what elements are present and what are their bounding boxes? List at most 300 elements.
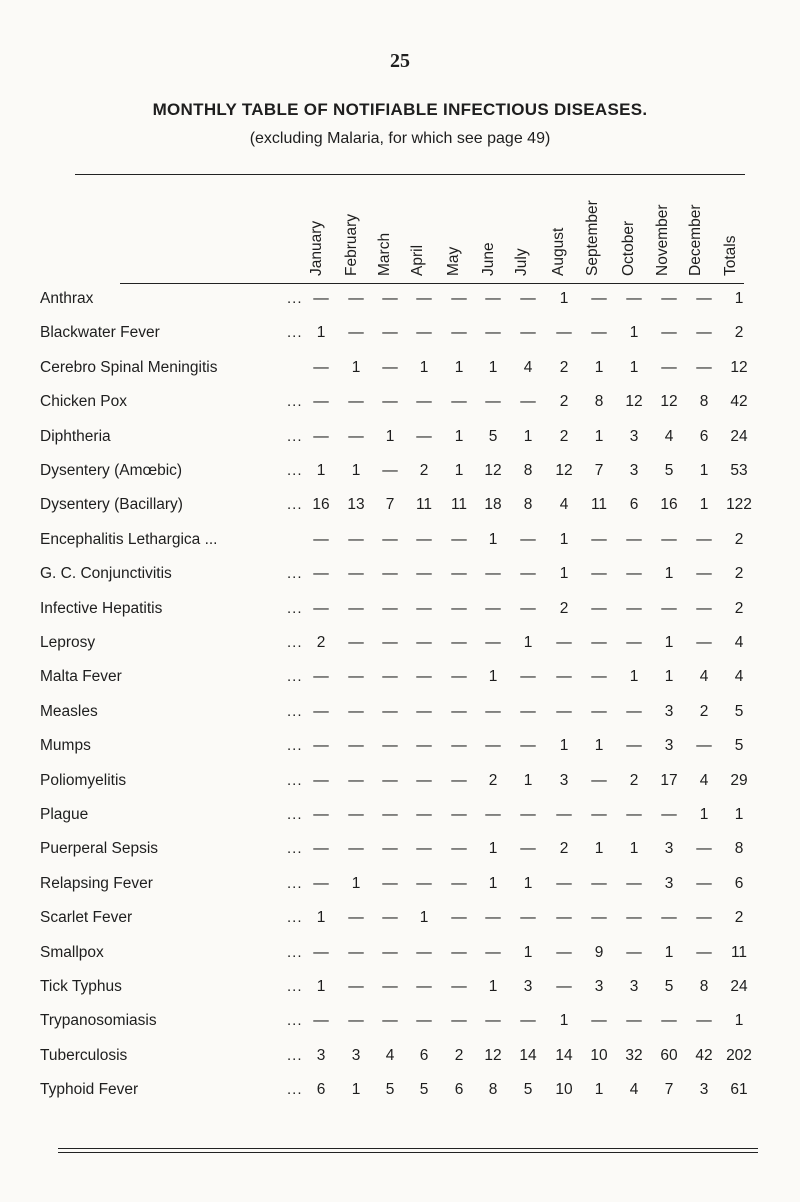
month-cell: — — [556, 943, 572, 961]
month-cell: — — [348, 427, 364, 445]
month-cell: 5 — [419, 1081, 429, 1099]
month-cell: — — [520, 806, 536, 823]
month-cell: 12 — [484, 1046, 502, 1064]
month-cell: — — [416, 702, 432, 720]
table-row — [0, 600, 800, 630]
month-cell: — — [313, 874, 329, 892]
disease-name: G. C. Conjunctivitis — [40, 565, 172, 583]
month-cell: — — [626, 806, 642, 823]
month-cell: 10 — [555, 1081, 573, 1099]
month-cell: — — [696, 737, 712, 755]
month-cell: — — [626, 702, 642, 720]
month-cell: — — [348, 634, 364, 651]
month-cell: — — [348, 324, 364, 342]
dot-leader: ... — [287, 943, 303, 961]
month-cell: 1 — [594, 737, 604, 755]
month-cell: 3 — [629, 462, 639, 479]
dot-leader: ... — [287, 978, 303, 995]
total-cell: 5 — [734, 737, 744, 755]
month-cell: — — [520, 668, 536, 686]
month-cell: — — [591, 668, 607, 686]
month-cell: — — [520, 599, 536, 617]
total-cell: 1 — [734, 806, 744, 823]
month-cell: — — [520, 290, 536, 307]
month-cell: — — [626, 943, 642, 961]
column-header-label: November — [654, 204, 671, 276]
month-cell: — — [591, 530, 607, 548]
month-cell: — — [556, 702, 572, 720]
total-cell: 53 — [730, 462, 748, 479]
month-cell: 2 — [316, 634, 326, 651]
month-cell: — — [520, 393, 536, 411]
month-cell: — — [382, 530, 398, 548]
month-cell: — — [313, 290, 329, 307]
month-cell: 1 — [664, 634, 674, 651]
disease-name: Trypanosomiasis — [40, 1012, 157, 1030]
month-cell: 1 — [594, 358, 604, 376]
month-cell: — — [313, 668, 329, 686]
dot-leader: ... — [287, 634, 303, 651]
month-cell: 2 — [559, 393, 569, 411]
dot-leader: ... — [287, 874, 303, 892]
month-cell: — — [382, 462, 398, 479]
month-cell: — — [661, 909, 677, 927]
month-cell: — — [451, 874, 467, 892]
disease-name: Cerebro Spinal Meningitis — [40, 358, 218, 376]
month-cell: 1 — [559, 1012, 569, 1030]
month-cell: 1 — [523, 943, 533, 961]
month-cell: 7 — [664, 1081, 674, 1099]
table-row — [0, 668, 800, 698]
month-cell: — — [313, 943, 329, 961]
month-cell: — — [382, 874, 398, 892]
month-cell: 11 — [590, 496, 608, 514]
month-cell: 1 — [488, 874, 498, 892]
month-cell: — — [485, 909, 501, 927]
disease-name: Anthrax — [40, 290, 94, 307]
month-cell: — — [520, 702, 536, 720]
month-cell: — — [382, 358, 398, 376]
total-cell: 4 — [734, 634, 744, 651]
month-cell: 3 — [664, 840, 674, 858]
month-cell: — — [348, 1012, 364, 1030]
month-cell: 8 — [594, 393, 604, 411]
month-cell: 8 — [523, 496, 533, 514]
table-row — [0, 324, 800, 354]
disease-name: Dysentery (Bacillary) — [40, 496, 183, 514]
month-cell: — — [451, 290, 467, 307]
month-cell: 1 — [454, 427, 464, 445]
dot-leader: ... — [287, 599, 303, 617]
month-cell: 1 — [594, 427, 604, 445]
dot-leader: ... — [287, 1046, 303, 1064]
month-cell: — — [382, 840, 398, 858]
month-cell: — — [661, 599, 677, 617]
month-cell: — — [626, 290, 642, 307]
dot-leader: ... — [287, 806, 303, 823]
month-cell: — — [661, 324, 677, 342]
month-cell: — — [485, 806, 501, 823]
total-cell: 202 — [726, 1046, 752, 1064]
month-cell: 8 — [699, 978, 709, 995]
column-header-label: October — [620, 220, 637, 276]
month-cell: — — [591, 1012, 607, 1030]
dot-leader: ... — [287, 909, 303, 927]
total-cell: 1 — [734, 290, 744, 307]
month-cell: 3 — [316, 1046, 326, 1064]
disease-name: Dysentery (Amœbic) — [40, 462, 183, 479]
month-cell: 3 — [351, 1046, 361, 1064]
month-cell: 12 — [484, 462, 502, 479]
total-cell: 1 — [734, 1012, 744, 1030]
month-cell: — — [348, 668, 364, 686]
month-cell: 3 — [523, 978, 533, 995]
month-cell: — — [348, 599, 364, 617]
month-cell: — — [382, 737, 398, 755]
month-cell: — — [591, 634, 607, 651]
month-cell: — — [416, 634, 432, 651]
column-header-label: Totals — [722, 235, 739, 276]
disease-name: Scarlet Fever — [40, 909, 133, 927]
dot-leader: ... — [287, 427, 303, 445]
month-cell: — — [626, 1012, 642, 1030]
month-cell: — — [416, 565, 432, 583]
month-cell: — — [591, 324, 607, 342]
month-cell: 1 — [559, 565, 569, 583]
month-cell: — — [696, 943, 712, 961]
month-cell: 4 — [699, 771, 709, 789]
month-cell: 4 — [699, 668, 709, 686]
month-cell: 42 — [695, 1046, 713, 1064]
month-cell: — — [520, 565, 536, 583]
month-cell: — — [348, 806, 364, 823]
month-cell: — — [451, 634, 467, 651]
month-cell: 6 — [454, 1081, 464, 1099]
page-subtitle: (excluding Malaria, for which see page 49) — [249, 130, 551, 147]
month-cell: — — [696, 874, 712, 892]
column-header-label: April — [409, 244, 426, 276]
month-cell: 2 — [559, 599, 569, 617]
month-cell: — — [696, 599, 712, 617]
table-row — [0, 1047, 800, 1077]
month-cell: — — [485, 324, 501, 342]
dot-leader: ... — [287, 737, 303, 755]
column-header-label: December — [687, 204, 704, 276]
month-cell: 1 — [316, 462, 326, 479]
disease-name: Diphtheria — [40, 427, 111, 445]
month-cell: 5 — [664, 462, 674, 479]
total-cell: 12 — [730, 358, 748, 376]
month-cell: 32 — [625, 1046, 643, 1064]
month-cell: — — [348, 840, 364, 858]
month-cell: — — [416, 806, 432, 823]
month-cell: — — [313, 393, 329, 411]
dot-leader: ... — [287, 771, 303, 789]
month-cell: 10 — [590, 1046, 608, 1064]
month-cell: 1 — [488, 840, 498, 858]
month-cell: 3 — [664, 737, 674, 755]
total-cell: 2 — [734, 909, 744, 927]
month-cell: — — [485, 393, 501, 411]
month-cell: — — [416, 771, 432, 789]
disease-name: Mumps — [40, 737, 91, 755]
month-cell: — — [591, 806, 607, 823]
month-cell: — — [416, 943, 432, 961]
month-cell: — — [661, 358, 677, 376]
disease-name: Smallpox — [40, 943, 104, 961]
table-row — [0, 875, 800, 905]
column-header-label: June — [480, 242, 497, 276]
month-cell: 17 — [660, 771, 678, 789]
month-cell: — — [696, 530, 712, 548]
disease-name: Leprosy — [40, 634, 96, 651]
month-cell: — — [382, 771, 398, 789]
month-cell: 1 — [664, 565, 674, 583]
month-cell: — — [485, 702, 501, 720]
month-cell: 2 — [454, 1046, 464, 1064]
month-cell: — — [451, 324, 467, 342]
month-cell: 1 — [488, 530, 498, 548]
month-cell: 18 — [484, 496, 502, 514]
month-cell: 8 — [699, 393, 709, 411]
table-row — [0, 428, 800, 458]
month-cell: — — [451, 393, 467, 411]
month-cell: — — [416, 668, 432, 686]
total-cell: 4 — [734, 668, 744, 686]
month-cell: 12 — [660, 393, 678, 411]
disease-name: Encephalitis Lethargica ... — [40, 530, 218, 548]
total-cell: 2 — [734, 599, 744, 617]
table-row — [0, 531, 800, 561]
month-cell: 6 — [316, 1081, 326, 1099]
total-cell: 24 — [730, 427, 748, 445]
month-cell: — — [451, 1012, 467, 1030]
total-cell: 2 — [734, 565, 744, 583]
column-header-label: August — [550, 227, 567, 276]
total-cell: 24 — [730, 978, 748, 995]
month-cell: — — [313, 737, 329, 755]
month-cell: 1 — [699, 806, 709, 823]
month-cell: 1 — [629, 358, 639, 376]
table-row — [0, 393, 800, 423]
month-cell: — — [348, 530, 364, 548]
table-row — [0, 703, 800, 733]
column-header-label: May — [445, 246, 462, 276]
month-cell: 1 — [488, 358, 498, 376]
month-cell: — — [626, 530, 642, 548]
month-cell: 11 — [415, 496, 433, 514]
month-cell: 5 — [523, 1081, 533, 1099]
bottom-rule — [58, 1148, 758, 1149]
month-cell: 2 — [559, 840, 569, 858]
month-cell: — — [313, 358, 329, 376]
month-cell: — — [661, 1012, 677, 1030]
table-row — [0, 290, 800, 320]
month-cell: 1 — [419, 909, 429, 927]
total-cell: 11 — [730, 943, 748, 961]
month-cell: 14 — [519, 1046, 537, 1064]
month-cell: — — [485, 1012, 501, 1030]
month-cell: 3 — [664, 702, 674, 720]
month-cell: 13 — [347, 496, 365, 514]
month-cell: — — [382, 978, 398, 995]
month-cell: 7 — [594, 462, 604, 479]
month-cell: — — [451, 668, 467, 686]
month-cell: — — [313, 1012, 329, 1030]
month-cell: — — [591, 290, 607, 307]
month-cell: — — [626, 737, 642, 755]
month-cell: 1 — [488, 668, 498, 686]
month-cell: — — [416, 1012, 432, 1030]
month-cell: — — [520, 1012, 536, 1030]
month-cell: — — [313, 427, 329, 445]
month-cell: — — [696, 1012, 712, 1030]
month-cell: — — [696, 634, 712, 651]
table-row — [0, 634, 800, 664]
dot-leader: ... — [287, 496, 303, 514]
month-cell: — — [696, 324, 712, 342]
month-cell: 4 — [664, 427, 674, 445]
month-cell: — — [626, 599, 642, 617]
month-cell: — — [348, 737, 364, 755]
month-cell: — — [626, 909, 642, 927]
month-cell: — — [313, 702, 329, 720]
month-cell: — — [382, 290, 398, 307]
month-cell: — — [556, 806, 572, 823]
month-cell: — — [520, 324, 536, 342]
total-cell: 42 — [730, 393, 748, 411]
total-cell: 29 — [730, 771, 748, 789]
month-cell: — — [451, 737, 467, 755]
month-cell: 1 — [316, 978, 326, 995]
month-cell: — — [696, 565, 712, 583]
month-cell: — — [382, 702, 398, 720]
month-cell: — — [382, 599, 398, 617]
dot-leader: ... — [287, 1012, 303, 1030]
month-cell: — — [382, 806, 398, 823]
month-cell: — — [556, 634, 572, 651]
month-cell: — — [416, 290, 432, 307]
month-cell: 1 — [559, 737, 569, 755]
month-cell: — — [382, 668, 398, 686]
month-cell: 4 — [629, 1081, 639, 1099]
disease-name: Malta Fever — [40, 668, 122, 686]
month-cell: — — [348, 978, 364, 995]
dot-leader: ... — [287, 1081, 303, 1099]
month-cell: — — [382, 909, 398, 927]
table-row — [0, 737, 800, 767]
month-cell: — — [696, 909, 712, 927]
month-cell: 9 — [594, 943, 604, 961]
table-row — [0, 462, 800, 492]
table-row — [0, 772, 800, 802]
month-cell: — — [591, 771, 607, 789]
month-cell: 3 — [559, 771, 569, 789]
month-cell: — — [416, 978, 432, 995]
month-cell: — — [556, 909, 572, 927]
month-cell: — — [348, 565, 364, 583]
month-cell: — — [416, 427, 432, 445]
month-cell: — — [451, 909, 467, 927]
month-cell: 3 — [664, 874, 674, 892]
month-cell: — — [485, 943, 501, 961]
month-cell: — — [485, 290, 501, 307]
month-cell: — — [626, 565, 642, 583]
dot-leader: ... — [287, 393, 303, 411]
month-cell: — — [520, 909, 536, 927]
page-number: 25 — [390, 50, 410, 72]
month-cell: — — [416, 737, 432, 755]
month-cell: 1 — [351, 1081, 361, 1099]
month-cell: — — [626, 634, 642, 651]
month-cell: 16 — [660, 496, 678, 514]
month-cell: — — [485, 737, 501, 755]
column-header-label: September — [584, 200, 601, 276]
month-cell: 1 — [699, 462, 709, 479]
table-row — [0, 1081, 800, 1111]
month-cell: — — [451, 565, 467, 583]
disease-name: Typhoid Fever — [40, 1081, 139, 1099]
month-cell: — — [416, 840, 432, 858]
disease-name: Plague — [40, 806, 89, 823]
month-cell: 1 — [699, 496, 709, 514]
month-cell: — — [313, 599, 329, 617]
month-cell: 4 — [559, 496, 569, 514]
total-cell: 8 — [734, 840, 744, 858]
month-cell: — — [382, 393, 398, 411]
month-cell: — — [520, 530, 536, 548]
month-cell: — — [661, 806, 677, 823]
table-row — [0, 565, 800, 595]
month-cell: — — [696, 840, 712, 858]
month-cell: 1 — [351, 874, 361, 892]
month-cell: — — [485, 565, 501, 583]
month-cell: 1 — [351, 462, 361, 479]
table-row — [0, 496, 800, 526]
month-cell: 4 — [523, 358, 533, 376]
month-cell: — — [348, 909, 364, 927]
month-cell: 1 — [629, 840, 639, 858]
month-cell: 4 — [385, 1046, 395, 1064]
month-cell: — — [485, 599, 501, 617]
month-cell: — — [348, 702, 364, 720]
month-cell: 3 — [594, 978, 604, 995]
month-cell: 7 — [385, 496, 395, 514]
month-cell: 1 — [385, 427, 395, 445]
month-cell: — — [416, 599, 432, 617]
month-cell: — — [416, 874, 432, 892]
month-cell: 8 — [488, 1081, 498, 1099]
table-row — [0, 909, 800, 939]
month-cell: 1 — [523, 771, 533, 789]
column-header-label: February — [343, 213, 360, 276]
month-cell: 1 — [523, 874, 533, 892]
month-cell: — — [416, 530, 432, 548]
month-cell: — — [556, 324, 572, 342]
column-header-label: March — [376, 232, 393, 276]
month-cell: 1 — [559, 290, 569, 307]
month-cell: — — [451, 978, 467, 995]
month-cell: — — [451, 806, 467, 823]
month-cell: — — [416, 324, 432, 342]
month-cell: — — [485, 634, 501, 651]
month-cell: 1 — [454, 462, 464, 479]
month-cell: — — [313, 840, 329, 858]
month-cell: 12 — [625, 393, 643, 411]
month-cell: — — [382, 943, 398, 961]
disease-name: Relapsing Fever — [40, 874, 153, 892]
month-cell: — — [348, 290, 364, 307]
